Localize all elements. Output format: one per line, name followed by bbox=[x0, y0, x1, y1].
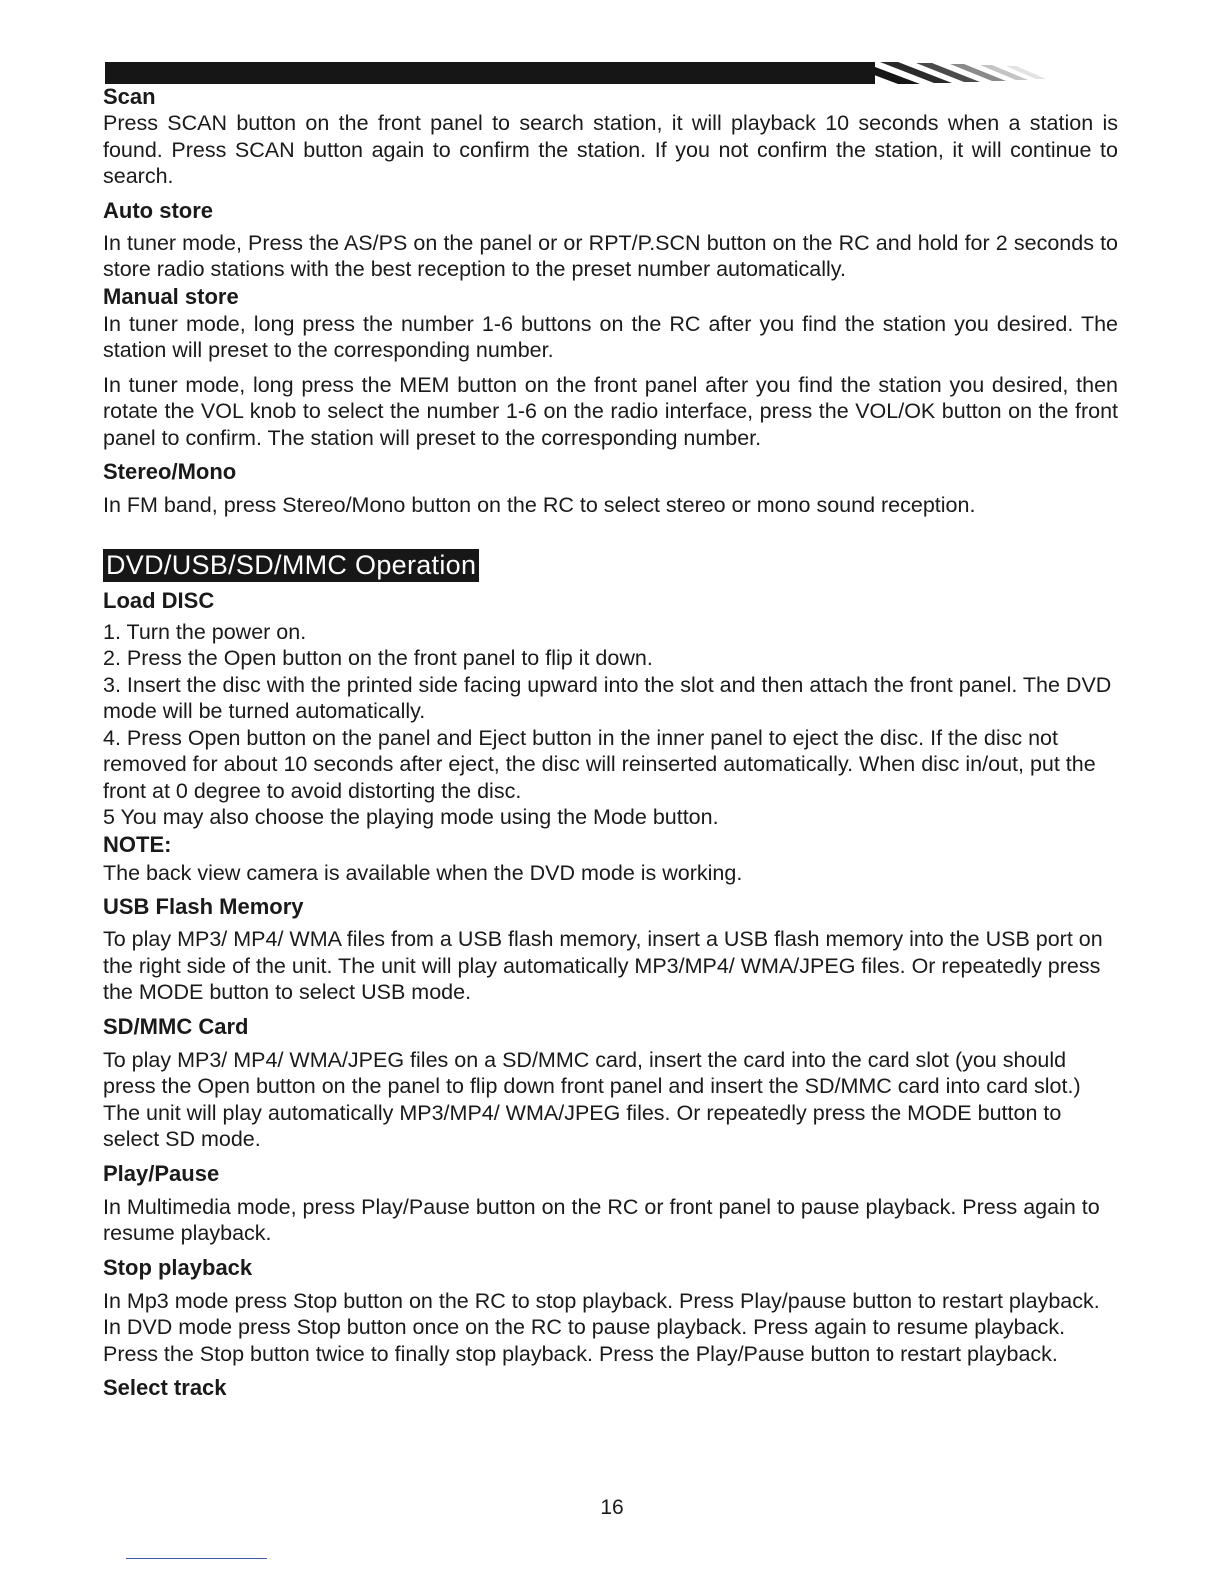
heading-scan: Scan bbox=[103, 84, 156, 109]
heading-stop-playback: Stop playback bbox=[103, 1254, 253, 1280]
heading-stereo-mono: Stereo/Mono bbox=[103, 459, 237, 484]
paragraph-manual-store-1: In tuner mode, long press the number 1-6 buttons on the RC after you find the station you desired. The station will preset to the corresponding number. bbox=[103, 311, 1118, 362]
paragraph-note: The back view camera is available when the DVD mode is working. bbox=[103, 860, 743, 885]
heading-load-disc: Load DISC bbox=[103, 587, 215, 613]
heading-select-track: Select track bbox=[103, 1375, 227, 1400]
paragraph-scan: Press SCAN button on the front panel to search station, it will playback 10 seconds when a station is found. Press SCAN button again to confirm the station. If you not confirm the station, it will continue to search. bbox=[103, 111, 1118, 188]
section-title-dvd: DVD/USB/SD/MMC Operation bbox=[103, 549, 479, 582]
heading-note: NOTE: bbox=[103, 831, 172, 857]
paragraph-usb: To play MP3/ MP4/ WMA files from a USB flash memory, insert a USB flash memory into the USB port on the right side of the unit. The unit will play automatically MP3/MP4/ WMA/JPEG files. Or repeatedly press the MODE button to select USB mode. bbox=[103, 927, 1103, 1004]
heading-sdmmc: SD/MMC Card bbox=[103, 1013, 249, 1039]
paragraph-sdmmc: To play MP3/ MP4/ WMA/JPEG files on a SD/MMC card, insert the card into the card slot (you should press the Open button on the panel to flip down front panel and insert the SD/MMC card into card slot.) The unit will play automatically MP3/MP4/ WMA/JPEG files. Or repeatedly press the MODE button to select SD mode. bbox=[103, 1047, 1081, 1151]
list-item-load-disc-2: 2. Press the Open button on the front panel to flip it down. bbox=[103, 646, 653, 670]
list-item-load-disc-1: 1. Turn the power on. bbox=[103, 619, 307, 644]
page-content bbox=[103, 83, 1118, 1401]
paragraph-stop-playback: In Mp3 mode press Stop button on the RC to stop playback. Press Play/pause button to restart playback. In DVD mode press Stop button once on the RC to pause playback. Press again to resume playback. Press the Stop button twice to finally stop playback. Press the Play/Pause button to restart playback. bbox=[103, 1288, 1100, 1366]
header-bar bbox=[105, 62, 875, 84]
heading-auto-store: Auto store bbox=[103, 197, 213, 223]
list-item-load-disc-3: 3. Insert the disc with the printed side facing upward into the slot and then attach the front panel. The DVD mode will be turned automatically. bbox=[103, 672, 1112, 723]
list-item-load-disc-5: 5 You may also choose the playing mode using the Mode button. bbox=[103, 805, 719, 829]
footer-rule bbox=[126, 1558, 267, 1559]
paragraph-manual-store-2: In tuner mode, long press the MEM button on the front panel after you find the station you desired, then rotate the VOL knob to select the number 1-6 on the radio interface, press the VOL/OK button on the front panel to confirm. The station will preset to the corresponding number. bbox=[103, 372, 1118, 450]
list-item-load-disc-4: 4. Press Open button on the panel and Eject button in the inner panel to eject the disc. If the disc not removed for about 10 seconds after eject, the disc will reinserted automatically. When disc in/out, put the front at 0 degree to avoid distorting the disc. bbox=[103, 725, 1096, 803]
page-number: 16 bbox=[600, 1496, 624, 1519]
paragraph-stereo-mono: In FM band, press Stereo/Mono button on the RC to select stereo or mono sound reception. bbox=[103, 493, 976, 517]
heading-manual-store: Manual store bbox=[103, 283, 239, 309]
paragraph-play-pause: In Multimedia mode, press Play/Pause button on the RC or front panel to pause playback. Press again to resume playback. bbox=[103, 1194, 1100, 1245]
heading-play-pause: Play/Pause bbox=[103, 1160, 220, 1186]
paragraph-auto-store: In tuner mode, Press the AS/PS on the panel or or RPT/P.SCN button on the RC and hold for 2 seconds to store radio stations with the best reception to the preset number automatically. bbox=[103, 230, 1118, 281]
heading-usb: USB Flash Memory bbox=[103, 894, 304, 919]
